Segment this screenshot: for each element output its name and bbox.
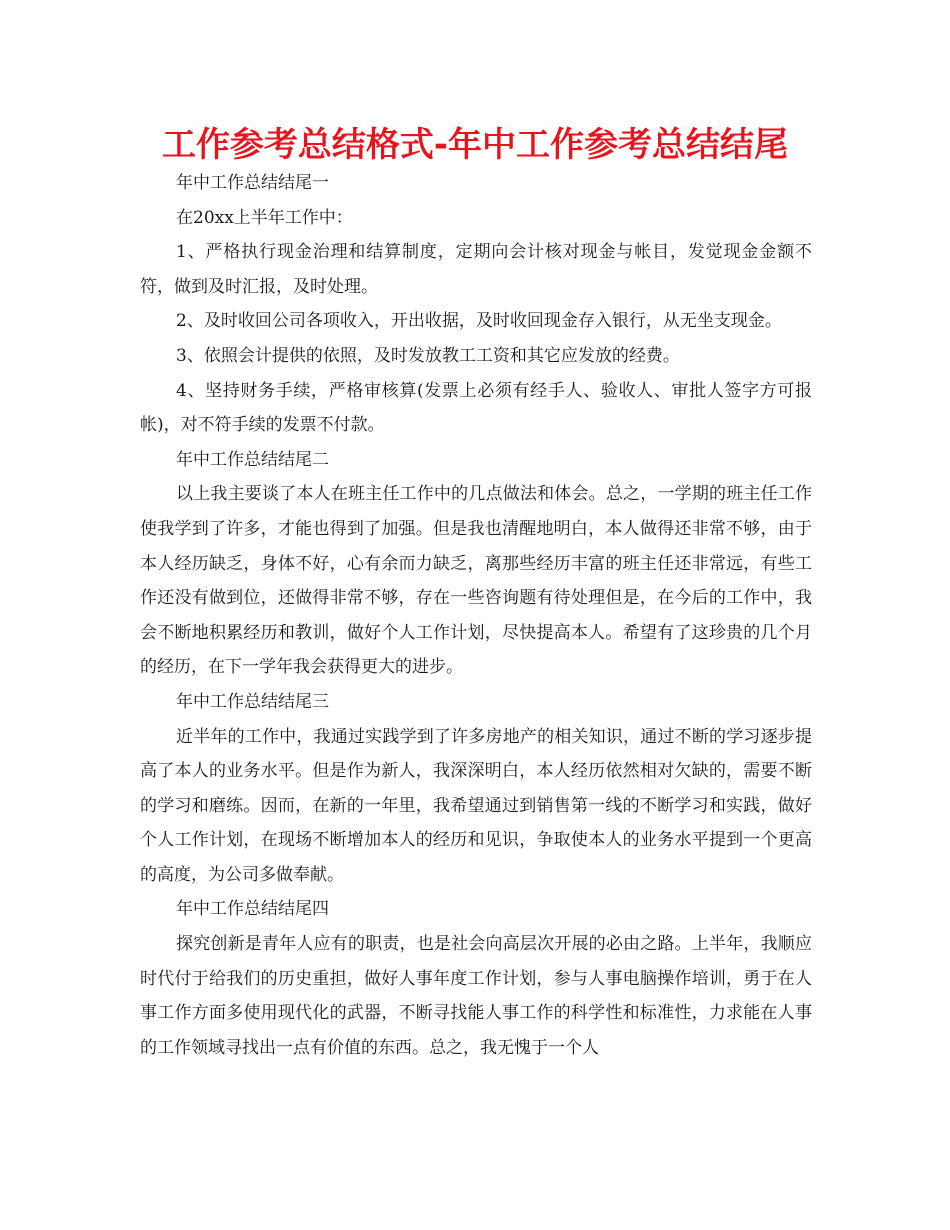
section-heading-1: 年中工作总结结尾一 [176,173,329,193]
list-item: 1、严格执行现金治理和结算制度，定期向会计核对现金与帐目，发觉现金金额不符，做到及时汇报，及时处理。 [140,242,812,297]
section-heading-4: 年中工作总结结尾四 [176,899,329,920]
list-item: 2、及时收回公司各项收入，开出收据，及时收回现金存入银行，从无坐支现金。 [176,311,782,332]
paragraph: 以上我主要谈了本人在班主任工作中的几点做法和体会。总之，一学期的班主任工作使我学到了许多，才能也得到了加强。但是我也清醒地明白，本人做得还非常不够，由于本人经历缺乏，身体不好，心有余而力缺乏，离那些经历丰富的班主任还非常远，有些工作还没有做到位，还做得非常不够，存在一些咨询题有待处理但是，在今后的工作中，我会不断地积累经历和教训，做好个人工作计划，尽快提高本人。希望有了这珍贵的几个月的经历，在下一学年我会获得更大的进步。 [140,484,812,678]
paragraph: 在20xx上半年工作中： [176,207,353,228]
section-heading-3: 年中工作总结结尾三 [176,691,329,712]
list-item: 4、坚持财务手续，严格审核算(发票上必须有经手人、验收人、审批人签字方可报帐)，对不符手续的发票不付款。 [140,380,812,436]
document-body [140,166,812,1065]
paragraph: 近半年的工作中，我通过实践学到了许多房地产的相关知识，通过不断的学习逐步提高了本人的业务水平。但是作为新人，我深深明白，本人经历依然相对欠缺的，需要不断的学习和磨练。因而，在新的一年里，我希望通过到销售第一线的不断学习和实践，做好个人工作计划，在现场不断增加本人的经历和见识，争取使本人的业务水平提到一个更高的高度，为公司多做奉献。 [140,726,812,885]
paragraph: 探究创新是青年人应有的职责，也是社会向高层次开展的必由之路。上半年，我顺应时代付于给我们的历史重担，做好人事年度工作计划，参与人事电脑操作培训，勇于在人事工作方面多使用现代化的武器，不断寻找能人事工作的科学性和标准性，力求能在人事的工作领域寻找出一点有价值的东西。总之，我无愧于一个人 [140,934,812,1058]
document-title: 工作参考总结格式-年中工作参考总结结尾 [161,125,789,165]
list-item: 3、依照会计提供的依照，及时发放教工工资和其它应发放的经费。 [176,345,680,366]
section-heading-2: 年中工作总结结尾二 [176,449,329,470]
